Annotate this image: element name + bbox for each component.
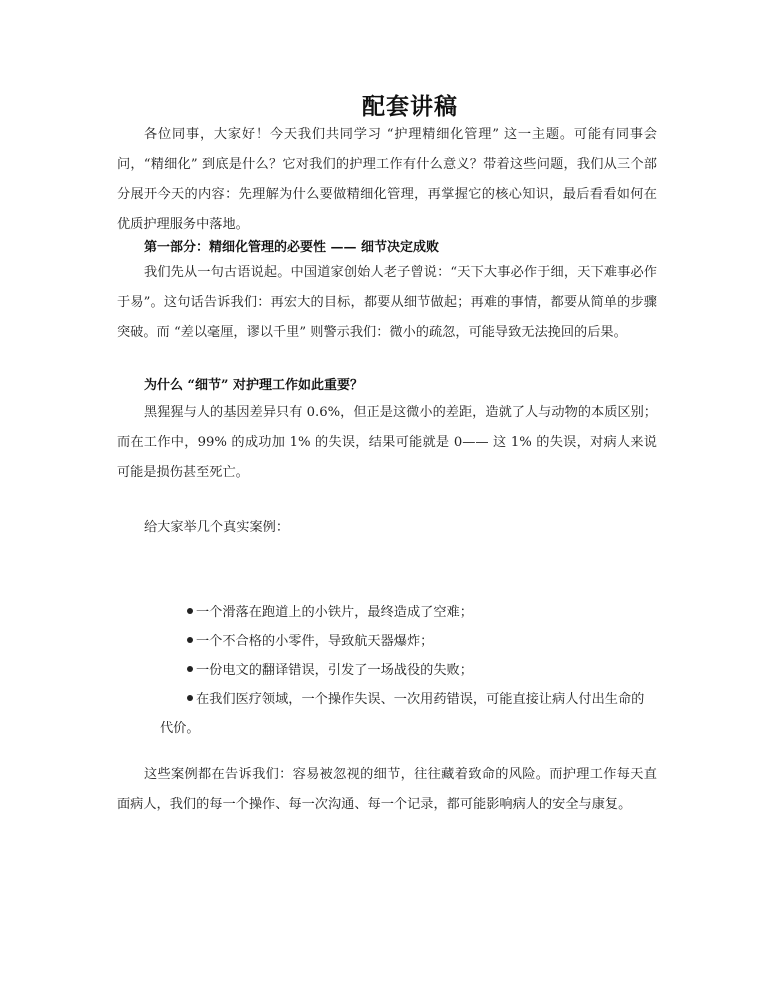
intro-paragraph: 各位同事，大家好！今天我们共同学习 “护理精细化管理” 这一主题。可能有同事会问，“精细化” 到底是什么？它对我们的护理工作有什么意义？带着这些问题，我们从三个部分展开今天的内容：先理解为什么要做精细化管理，再掌握它的核心知识，最后看看如何在优质护理服务中落地。 [117, 127, 657, 232]
conclusion-paragraph: 这些案例都在告诉我们：容易被忽视的细节，往往藏着致命的风险。而护理工作每天直面病人，我们的每一个操作、每一次沟通、每一个记录，都可能影响病人的安全与康复。 [117, 767, 657, 812]
list-item [160, 685, 655, 743]
bullet-icon [187, 637, 193, 643]
list-item [160, 598, 655, 627]
bullet-icon [187, 666, 193, 672]
example-text: 在我们医疗领域，一个操作失误、一次用药错误，可能直接让病人付出生命的代价。 [160, 692, 645, 736]
part1-paragraph: 我们先从一句古语说起。中国道家创始人老子曾说：“天下大事必作于细，天下难事必作于易”。这句话告诉我们：再宏大的目标，都要从细节做起；再难的事情，都要从简单的步骤突破。而 “差以毫厘，谬以千里” 则警示我们：微小的疏忽，可能导致无法挽回的后果。 [117, 265, 657, 340]
why-heading: 为什么 “细节” 对护理工作如此重要？ [144, 378, 364, 393]
document-title: 配套讲稿 [362, 93, 458, 120]
bullet-icon [187, 695, 193, 701]
examples-intro: 给大家举几个真实案例： [144, 520, 290, 535]
examples-list [160, 598, 655, 743]
list-item [160, 627, 655, 656]
part1-heading: 第一部分：精细化管理的必要性 —— 细节决定成败 [144, 240, 440, 255]
why-paragraph: 黑猩猩与人的基因差异只有 0.6%，但正是这微小的差距，造就了人与动物的本质区别；而在工作中，99% 的成功加 1% 的失误，结果可能就是 0—— 这 1% 的失误，对病人来说可能是损伤甚至死亡。 [117, 405, 657, 480]
bullet-icon [187, 608, 193, 614]
list-item [160, 656, 655, 685]
example-text: 一个不合格的小零件，导致航天器爆炸； [196, 634, 434, 649]
example-text: 一个滑落在跑道上的小铁片，最终造成了空难； [196, 605, 473, 620]
example-text: 一份电文的翻译错误，引发了一场战役的失败； [196, 663, 473, 678]
